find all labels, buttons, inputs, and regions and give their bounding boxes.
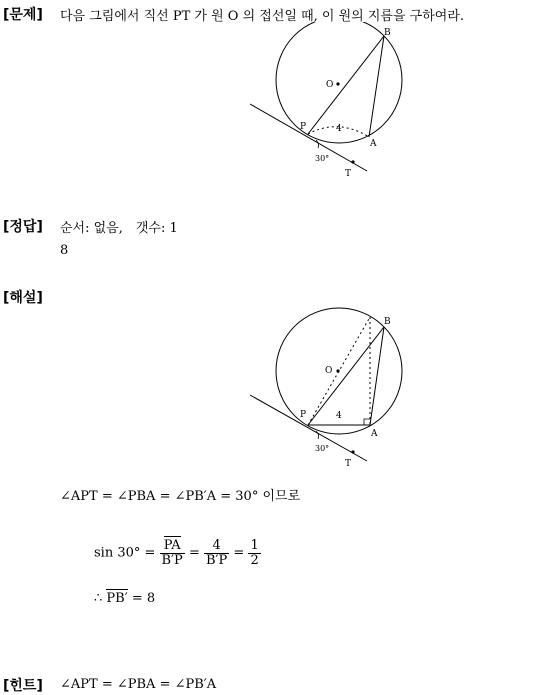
tangent-line-pt — [250, 395, 367, 461]
answer-tag: [정답] — [3, 219, 43, 235]
problem-tag: [문제] — [3, 7, 43, 23]
point-t-dot — [351, 450, 354, 453]
sin-lhs: sin 30° = — [94, 545, 156, 561]
chord-ba — [369, 36, 384, 137]
seg-pb-prime: PB′ — [106, 591, 128, 606]
equals-sign: = — [188, 545, 200, 561]
label-p: P — [300, 410, 307, 420]
center-dot — [336, 82, 339, 85]
label-o: O — [325, 366, 333, 376]
figure-explanation — [240, 305, 410, 470]
tangent-line-pt — [250, 104, 367, 171]
fraction-4-over-bp: $\frac{4}{B'P}$ — [206, 538, 228, 568]
answer-meta: 순서: 없음, 갯수: 1 — [60, 221, 178, 236]
therefore-symbol: ∴ — [94, 591, 103, 606]
pb-value: = 8 — [131, 591, 156, 606]
label-a: A — [371, 429, 378, 439]
hint-text: ∠APT = ∠PBA = ∠PB′A — [60, 677, 217, 692]
right-angle-mark — [364, 419, 370, 425]
fraction-1-over-2: $\frac{1}{2}$ — [250, 538, 259, 568]
hint-tag: [힌트] — [3, 678, 43, 694]
label-p: P — [300, 122, 307, 132]
point-t-dot — [351, 160, 354, 163]
chord-pb — [308, 36, 384, 134]
angle-arc — [316, 140, 319, 148]
label-t: T — [345, 459, 352, 469]
label-o: O — [326, 80, 334, 90]
equals-sign: = — [233, 545, 245, 561]
answer-value: 8 — [60, 243, 69, 258]
label-a: A — [370, 139, 377, 149]
label-b: B — [384, 317, 391, 327]
label-angle: 30° — [315, 444, 330, 453]
figure-problem — [240, 22, 410, 182]
label-angle: 30° — [315, 154, 330, 163]
label-t: T — [345, 169, 352, 179]
seg-pa: PA — [163, 538, 181, 553]
seg-bp: B′P — [161, 552, 183, 568]
label-length: 4 — [336, 411, 342, 421]
center-dot — [336, 369, 339, 372]
label-b: B — [384, 28, 391, 38]
explanation-line1: ∠APT = ∠PBA = ∠PB′A = 30° 이므로 — [60, 489, 301, 504]
therefore-line — [94, 591, 155, 606]
sin-equation — [94, 539, 261, 567]
explanation-tag: [해설] — [3, 290, 43, 306]
label-length: 4 — [336, 124, 342, 134]
fraction-pa-over-bp — [160, 539, 185, 567]
problem-text: 다음 그림에서 직선 PT 가 원 O 의 접선일 때, 이 원의 지름을 구하여라. — [60, 9, 465, 24]
